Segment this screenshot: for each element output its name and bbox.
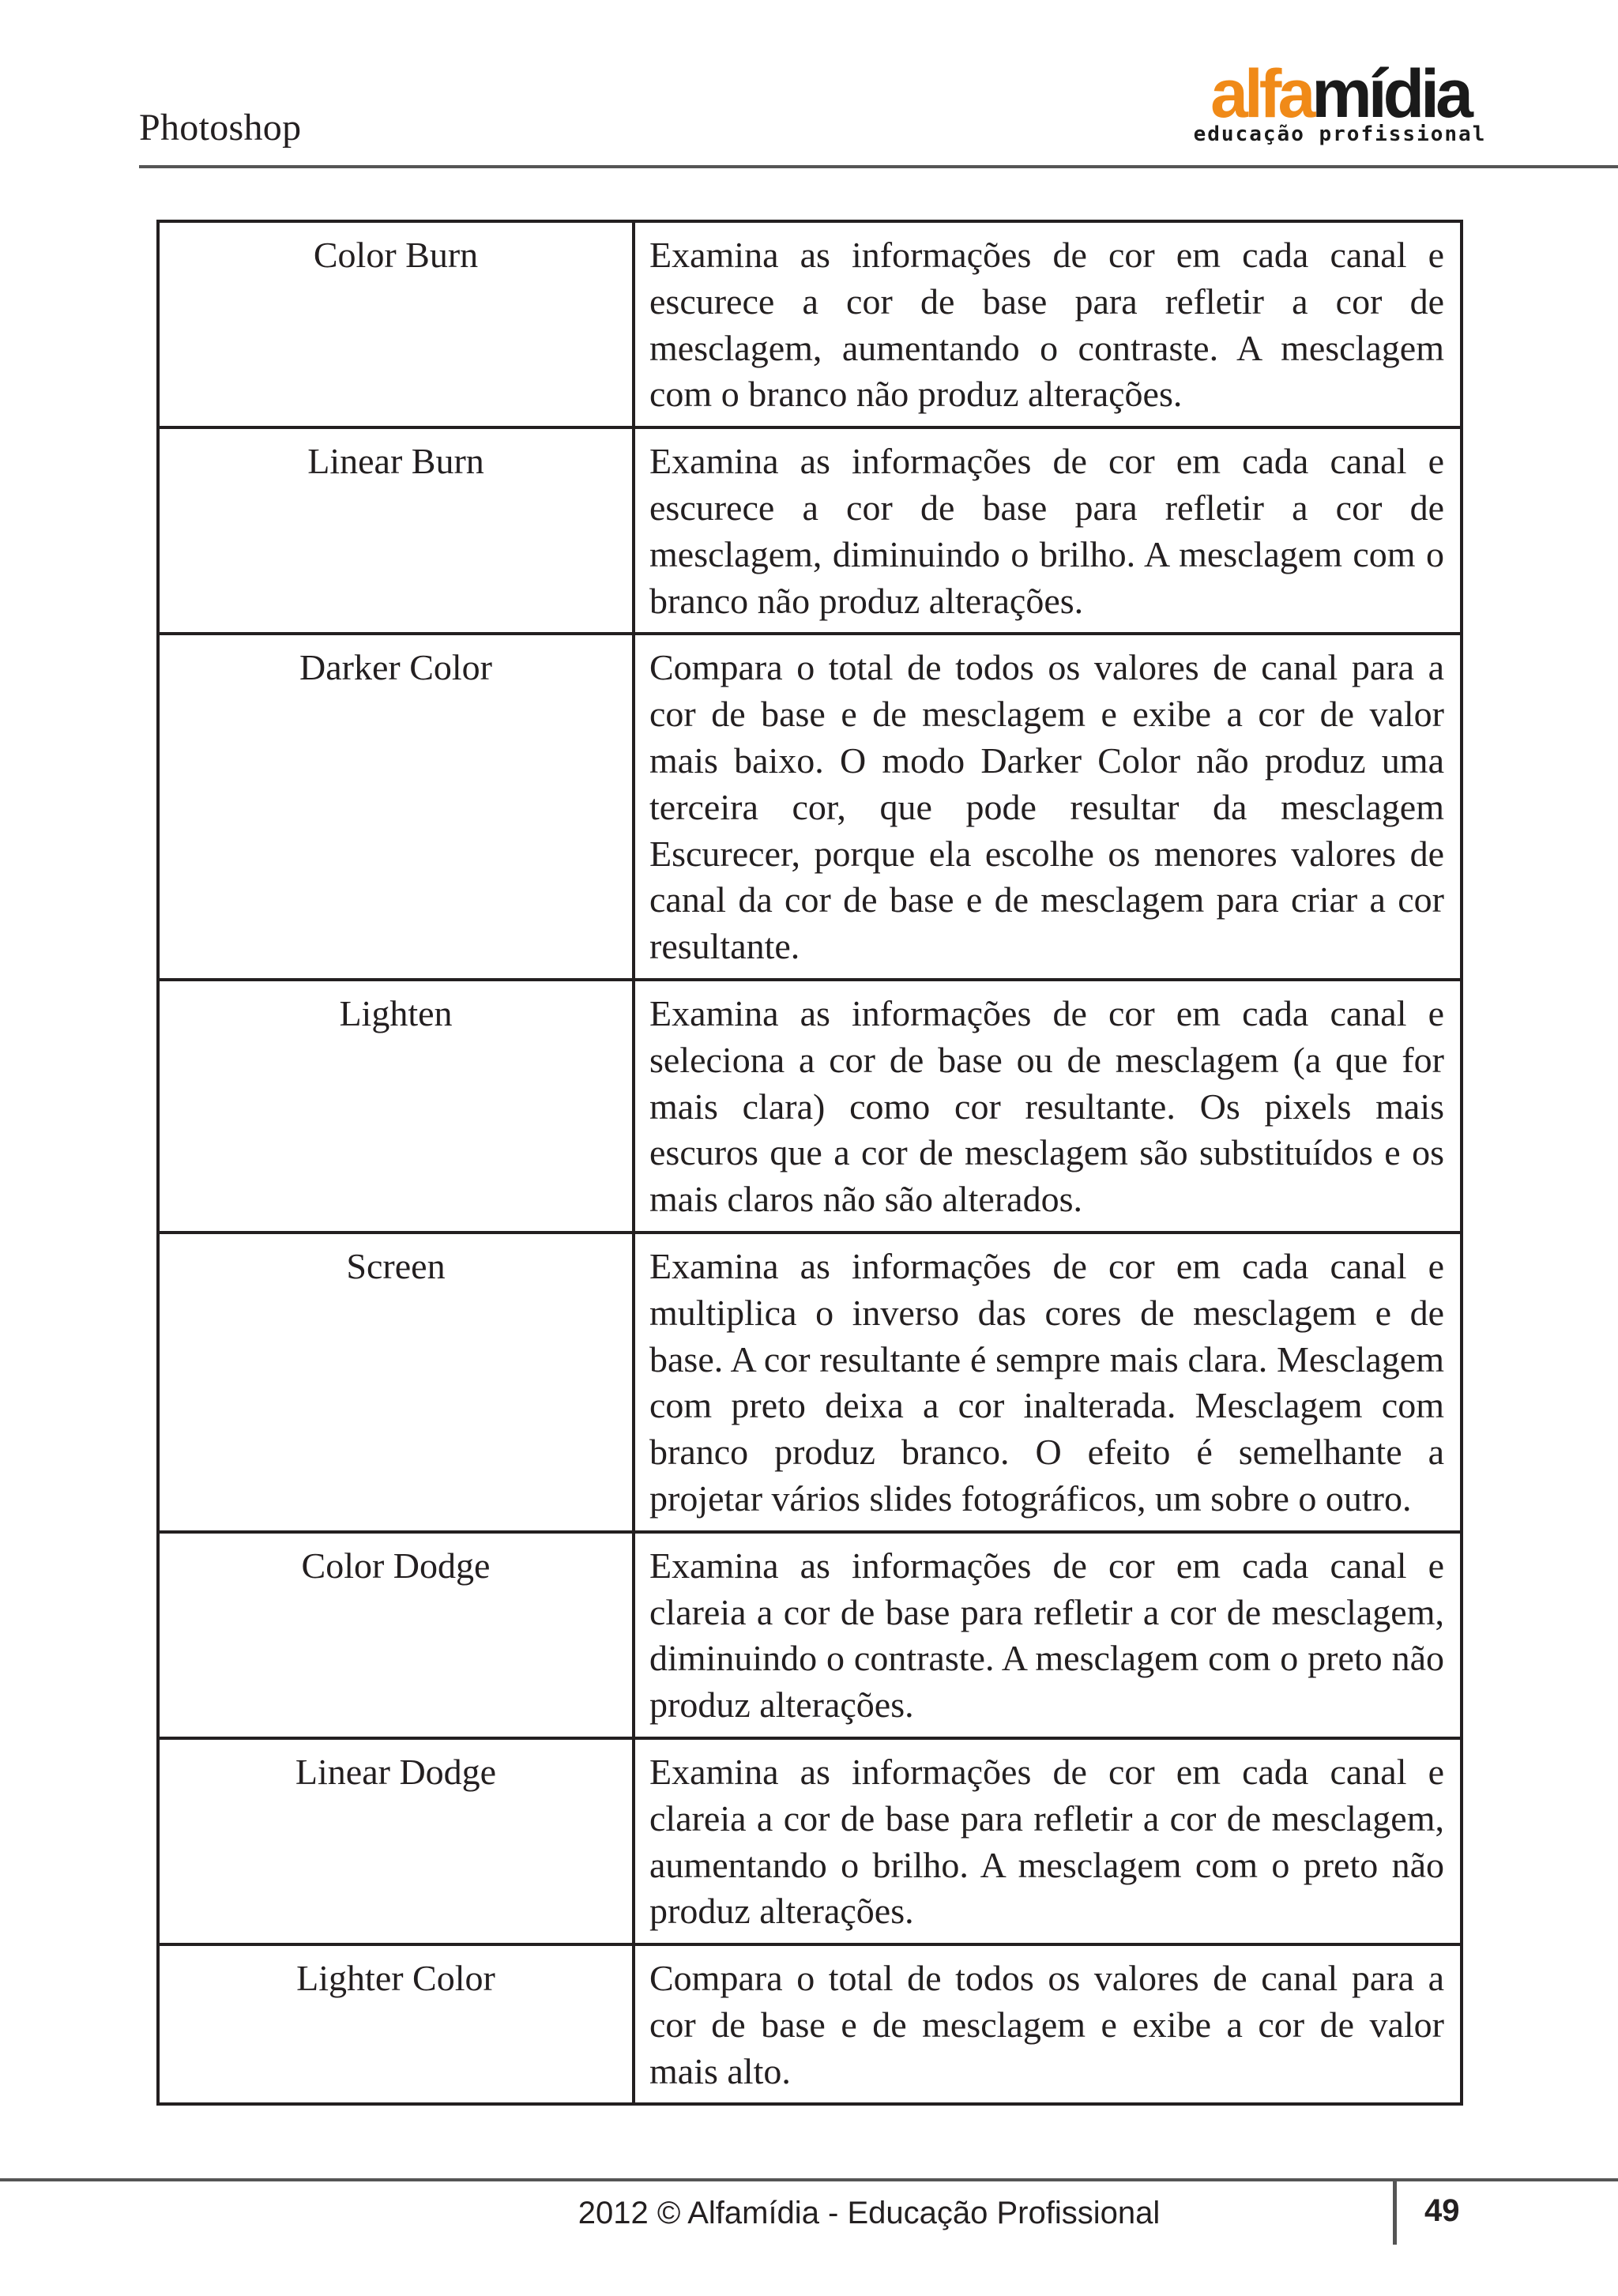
blend-mode-description: Examina as informações de cor em cada canal e clareia a cor de base para refletir a cor de mesclagem, diminuindo o contraste. A mesclagem com o preto não produz alterações. [634, 1532, 1462, 1738]
blend-modes-table [156, 220, 1463, 2106]
alfamidia-logo [1185, 58, 1495, 147]
table-row [158, 221, 1462, 427]
logo-wordmark [1185, 58, 1495, 130]
table-row [158, 1233, 1462, 1532]
table-row [158, 1532, 1462, 1738]
blend-mode-description: Examina as informações de cor em cada canal e escurece a cor de base para refletir a cor de mesclagem, aumentando o contraste. A mesclagem com o branco não produz alterações. [634, 221, 1462, 427]
footer-divider [0, 2178, 1618, 2181]
blend-mode-description: Compara o total de todos os valores de canal para a cor de base e de mesclagem e exibe a cor de valor mais alto. [634, 1944, 1462, 2104]
footer-copyright: 2012 © Alfamídia - Educação Profissional [578, 2196, 1161, 2230]
logo-part-midia: mídia [1311, 56, 1469, 132]
logo-part-alfa: alfa [1210, 56, 1312, 132]
table-row [158, 1738, 1462, 1944]
blend-mode-name: Screen [158, 1233, 634, 1532]
table-row [158, 427, 1462, 634]
blend-mode-name: Darker Color [158, 634, 634, 980]
blend-mode-description: Examina as informações de cor em cada canal e escurece a cor de base para refletir a cor de mesclagem, diminuindo o brilho. A mesclagem com o branco não produz alterações. [634, 427, 1462, 634]
footer-page-separator [1393, 2181, 1397, 2245]
page-number: 49 [1424, 2193, 1460, 2228]
page-header-title: Photoshop [139, 107, 302, 149]
blend-mode-name: Linear Burn [158, 427, 634, 634]
blend-mode-description: Compara o total de todos os valores de canal para a cor de base e de mesclagem e exibe a cor de valor mais baixo. O modo Darker Color não produz uma terceira cor, que pode resultar da mesclagem Escurecer, porque ela escolhe os menores valores de canal da cor de base e de mesclagem para criar a cor resultante. [634, 634, 1462, 980]
blend-mode-name: Color Dodge [158, 1532, 634, 1738]
table-row [158, 1944, 1462, 2104]
header-divider [139, 165, 1618, 168]
blend-mode-name: Color Burn [158, 221, 634, 427]
blend-mode-name: Lighter Color [158, 1944, 634, 2104]
table-row [158, 980, 1462, 1233]
table-row [158, 634, 1462, 980]
blend-mode-description: Examina as informações de cor em cada canal e multiplica o inverso das cores de mesclagem e de base. A cor resultante é sempre mais clara. Mesclagem com preto deixa a cor inalterada. Mesclagem com branco produz branco. O efeito é semelhante a projetar vários slides fotográficos, um sobre o outro. [634, 1233, 1462, 1532]
blend-mode-description: Examina as informações de cor em cada canal e seleciona a cor de base ou de mesclagem (a que for mais clara) como cor resultante. Os pixels mais escuros que a cor de mesclagem são substituídos e os mais claros não são alterados. [634, 980, 1462, 1233]
logo-tagline: educação profissional [1193, 122, 1487, 146]
blend-mode-description: Examina as informações de cor em cada canal e clareia a cor de base para refletir a cor de mesclagem, aumentando o brilho. A mesclagem com o preto não produz alterações. [634, 1738, 1462, 1944]
blend-mode-name: Lighten [158, 980, 634, 1233]
blend-mode-name: Linear Dodge [158, 1738, 634, 1944]
